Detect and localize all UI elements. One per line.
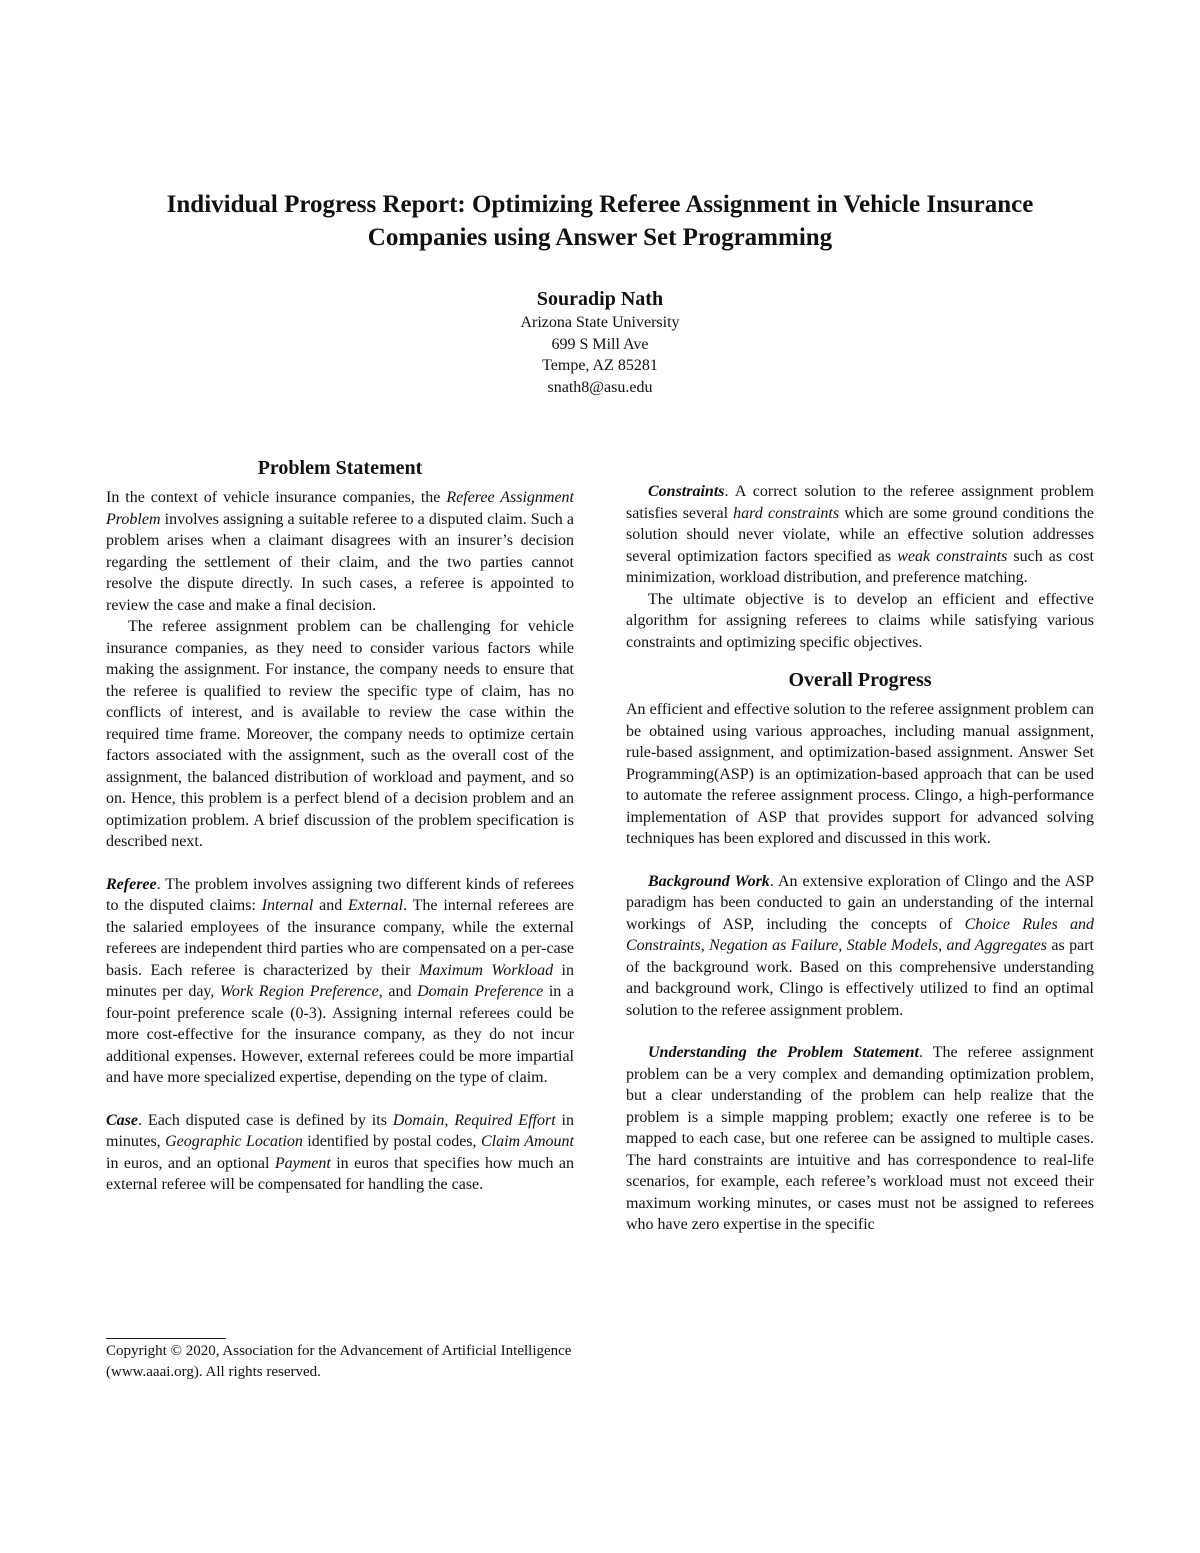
run-in-heading-constraints: Constraints: [648, 483, 725, 500]
copyright-footnote: Copyright © 2020, Association for the Advancement of Artificial Intelligence (www.aaai.org). All rights reserved.: [106, 1343, 572, 1380]
title-line-2: Companies using Answer Set Programming: [367, 224, 833, 251]
paragraph-understanding: Understanding the Problem Statement. The referee assignment problem can be a very complex and demanding optimization problem, but a clear understanding of the problem can help realize that the problem is a simple mapping problem; exactly one referee is to be mapped to each case, but one referee can be assigned to multiple cases. The hard constraints are intuitive and has correspondence to real-life scenarios, for example, each referee’s workload must not exceed their maximum working minutes, or cases must not be assigned to referees who have zero expertise in the specific: [626, 1044, 1094, 1233]
run-in-heading-understanding: Understanding the Problem Statement: [648, 1044, 919, 1061]
author-name: Souradip Nath: [536, 288, 664, 310]
author-block: [400, 286, 800, 398]
run-in-heading-background-work: Background Work: [648, 872, 770, 890]
title-line-1: Individual Progress Report: Optimizing Referee Assignment in Vehicle Insurance: [166, 191, 1034, 218]
run-in-heading-case: Case: [106, 1111, 138, 1129]
footnote-rule: [106, 1338, 226, 1339]
paragraph-objective: The ultimate objective is to develop an efficient and effective algorithm for assigning referees to claims while satisfying various constraints and optimizing specific objectives.: [626, 590, 1094, 651]
right-column: [626, 460, 1094, 1236]
paragraph-constraints: Constraints. A correct solution to the referee assignment problem satisfies several hard constraints which are some ground conditions the solution should never violate, while an effective solution addresses several optimization factors specified as weak constraints such as cost minimization, workload distribution, and preference matching.: [626, 483, 1094, 586]
paragraph-progress-intro: An efficient and effective solution to the referee assignment problem can be obtained using various approaches, including manual assignment, rule-based assignment, and optimization-based assignment. Answer Set Programming(ASP) is an optimization-based approach that can be used to automate the referee assignment process. Clingo, a high-performance implementation of ASP that provides support for advanced solving techniques has been explored and discussed in this work.: [626, 701, 1094, 847]
paragraph-intro: In the context of vehicle insurance companies, the Referee Assignment Problem involves assigning a suitable referee to a disputed claim. Such a problem arises when a claimant disagrees with an insurer’s decision regarding the settlement of their claim, and the two parties cannot resolve the dispute directly. In such cases, a referee is appointed to review the case and make a final decision.: [106, 489, 574, 614]
author-email: snath8@asu.edu: [547, 378, 653, 396]
section-heading-problem-statement: Problem Statement: [257, 457, 423, 479]
paper-title: [80, 188, 1120, 254]
author-address-line-1: 699 S Mill Ave: [551, 335, 649, 353]
section-heading-overall-progress: Overall Progress: [788, 669, 932, 691]
run-in-heading-referee: Referee: [106, 875, 157, 893]
author-address-line-2: Tempe, AZ 85281: [542, 357, 658, 374]
paragraph-background-work: Background Work. An extensive exploration of Clingo and the ASP paradigm has been conducted to gain an understanding of the internal workings of ASP, including the concepts of Choice Rules and Constraints, Negation as Failure, Stable Models, and Aggregates as part of the background work. Based on this comprehensive understanding and background work, Clingo is effectively utilized to find an optimal solution to the referee assignment problem.: [626, 872, 1095, 1019]
paragraph-case: Case. Each disputed case is defined by its Domain, Required Effort in minutes, Geographic Location identified by postal codes, Claim Amount in euros, and an optional Payment in euros that specifies how much an external referee will be compensated for handling the case.: [106, 1111, 575, 1193]
left-column: [106, 455, 574, 1196]
paragraph-challenges: The referee assignment problem can be challenging for vehicle insurance companies, as they need to consider various factors while making the assignment. For instance, the company needs to ensure that the referee is qualified to review the specific type of claim, has no conflicts of interest, and is available to review the case within the required time frame. Moreover, the company needs to optimize certain factors associated with the assignment, such as the overall cost of the assignment, the balanced distribution of workload and payment, and so on. Hence, this problem is a perfect blend of a decision problem and an optimization problem. A brief discussion of the problem specification is described next.: [106, 618, 574, 850]
paragraph-referee: Referee. The problem involves assigning two different kinds of referees to the disputed claims: Internal and External. The internal referees are the salaried employees of the insurance company, while the external referees are independent third parties who are compensated on a per-case basis. Each referee is characterized by their Maximum Workload in minutes per day, Work Region Preference, and Domain Preference in a four-point preference scale (0-3). Assigning internal referees could be more cost-effective for the insurance company, as they do not incur additional expenses. However, external referees could be more impartial and have more specialized expertise, depending on the type of claim.: [106, 875, 575, 1086]
author-affiliation: Arizona State University: [520, 314, 680, 331]
